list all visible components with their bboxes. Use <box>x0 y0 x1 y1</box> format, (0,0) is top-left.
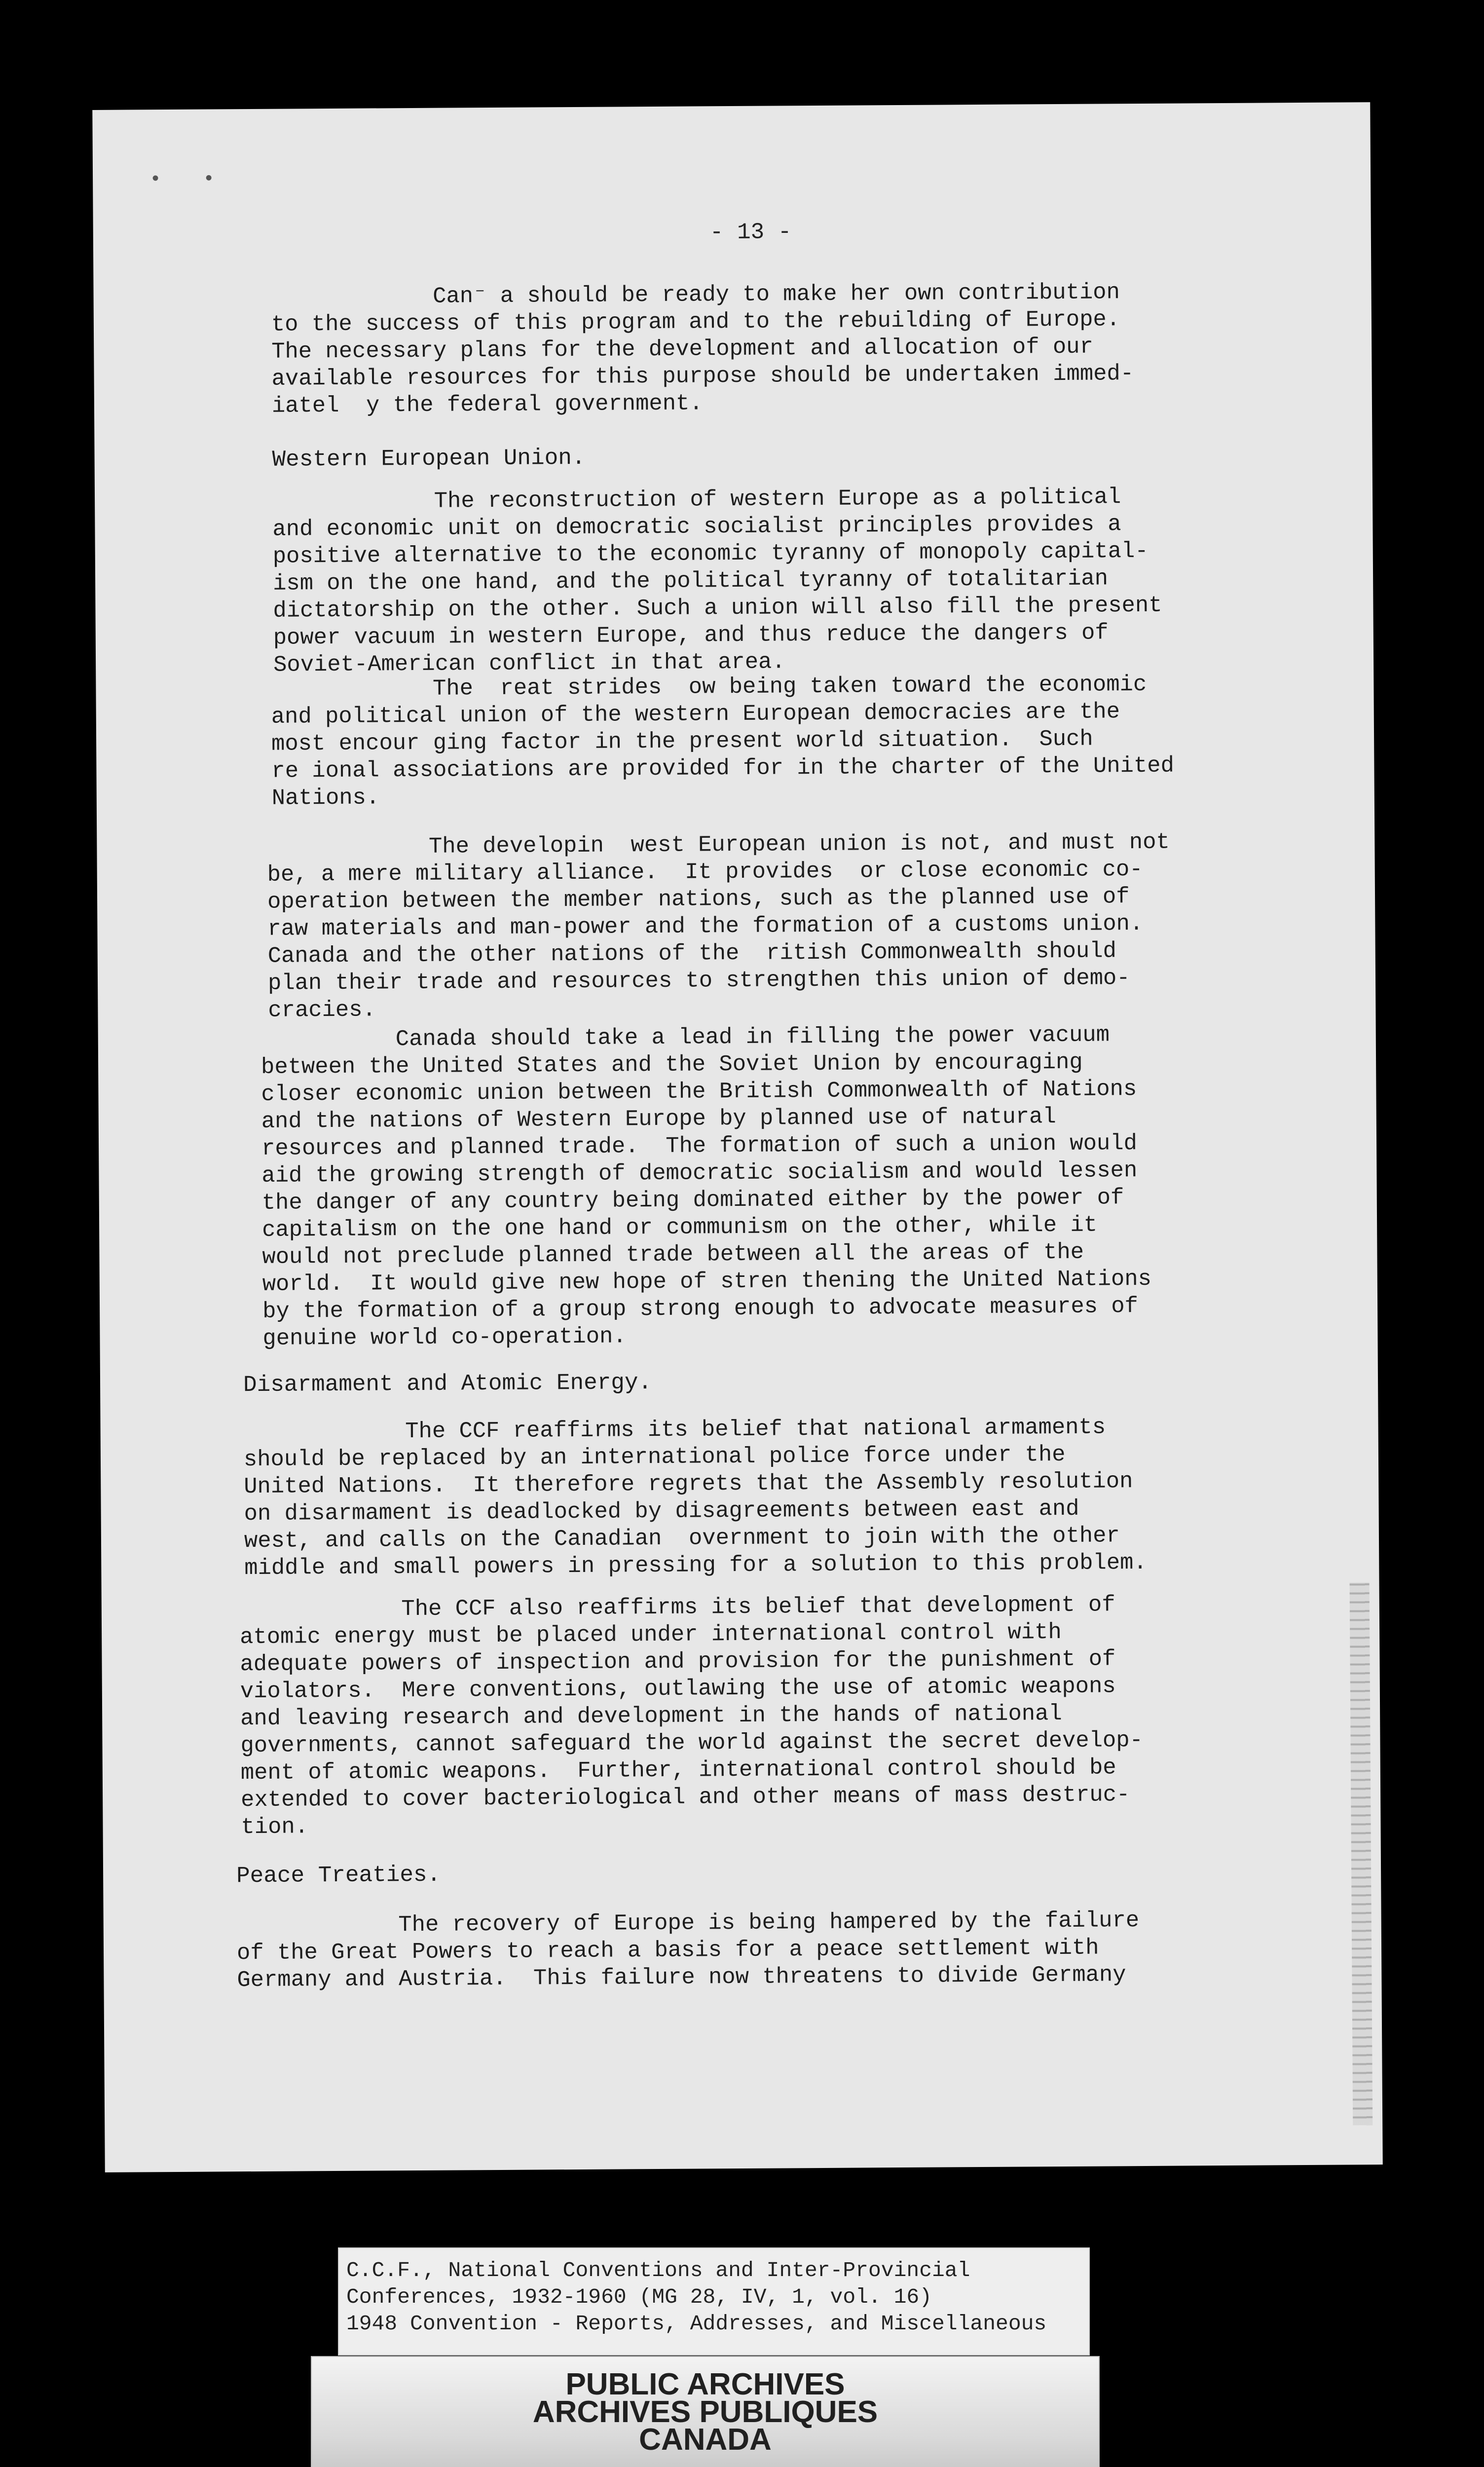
archives-stamp <box>311 2356 1100 2467</box>
page-number: - 13 - <box>709 219 792 246</box>
document-page <box>92 102 1382 2172</box>
stamp-line-1: PUBLIC ARCHIVES <box>565 2367 845 2401</box>
stamp-line-3: CANADA <box>639 2423 772 2457</box>
archives-stamp-text <box>312 2367 1099 2457</box>
paragraph-5: Canada should take a lead in filling the power vacuum between the United States and the Soviet Union by encouraging closer economic union between the British Commonwealth of Nations and the nations of Western Europe by planned use of natural resources and planned trade. The formation of such a union would aid the growing strength of democratic socialism and would lessen the danger of any country being dominated either by the power of capitalism on the one hand or communism on the other, while it would not preclude planned trade between all the areas of the world. It would give new hope of stren thening the United Nations by the formation of a group strong enough to advocate measures of genuine world co-operation. <box>260 1022 1152 1351</box>
paragraph-3: The reat strides ow being taken toward the economic and political union of the western European democracies are the most encour ging factor in the present world situation. Such re ional associations are provided for in the charter of the United Nations. <box>271 671 1174 811</box>
page-edge-mark <box>1350 1582 1373 2125</box>
archive-reference-label <box>338 2247 1090 2355</box>
label-line: C.C.F., National Conventions and Inter-Provincial <box>346 2258 970 2282</box>
archive-reference-text <box>346 2257 1046 2337</box>
paragraph-8: The recovery of Europe is being hampered by the failure of the Great Powers to reach a basis for a peace settlement with Germany and Austria. This failure now threatens to divide Germany <box>236 1907 1140 1993</box>
paragraph-7: The CCF also reaffirms its belief that development of atomic energy must be placed under international control with adequate powers of inspection and provision for the punishment of violators. Mere conventions, outlawing the use of atomic weapons and leaving research and development in the hands of national governments, cannot safeguard the world against the secret develop- ment of atomic weapons. Further, international control should be extended to cover bacteriological and other means of mass destruc- tion. <box>239 1592 1144 1840</box>
paragraph-1: Can⁻ a should be ready to make her own contribution to the success of this program and to the rebuilding of Europe. The necessary plans for the development and allocation of our available resources for this purpose should be undertaken immed- iatel y the federal government. <box>271 279 1134 419</box>
heading-western-european-union: Western European Union. <box>272 445 586 473</box>
heading-peace-treaties: Peace Treaties. <box>236 1862 441 1889</box>
scan-artifact: • • <box>149 168 230 191</box>
paragraph-2: The reconstruction of western Europe as a political and economic unit on democratic socialist principles provides a positive alternative to the economic tyranny of monopoly capital- ism on the one hand, and the political tyranny of totalitarian dictatorship on the other. Such a union will also fill the present power vacuum in western Europe, and thus reduce the dangers of Soviet-American conflict in that area. <box>272 484 1162 678</box>
label-line: Conferences, 1932-1960 (MG 28, IV, 1, vol. 16) <box>346 2285 932 2309</box>
heading-disarmament: Disarmament and Atomic Energy. <box>243 1370 652 1398</box>
paragraph-6: The CCF reaffirms its belief that national armaments should be replaced by an international police force under the United Nations. It therefore regrets that the Assembly resolution on disarmament is deadlocked by disagreements between east and west, and calls on the Canadian overnment to join with the other middle and small powers in pressing for a solution to this problem. <box>243 1414 1147 1581</box>
paragraph-4: The developin west European union is not, and must not be, a mere military alliance. It provides or close economic co- operation between the member nations, such as the planned use of raw materials and man-power and the formation of a customs union. Canada and the other nations of the ritish Commonwealth should plan their trade and resources to strengthen this union of demo- cracies. <box>267 829 1170 1023</box>
label-line: 1948 Convention - Reports, Addresses, and Miscellaneous <box>346 2312 1047 2336</box>
stamp-line-2: ARCHIVES PUBLIQUES <box>532 2395 878 2429</box>
